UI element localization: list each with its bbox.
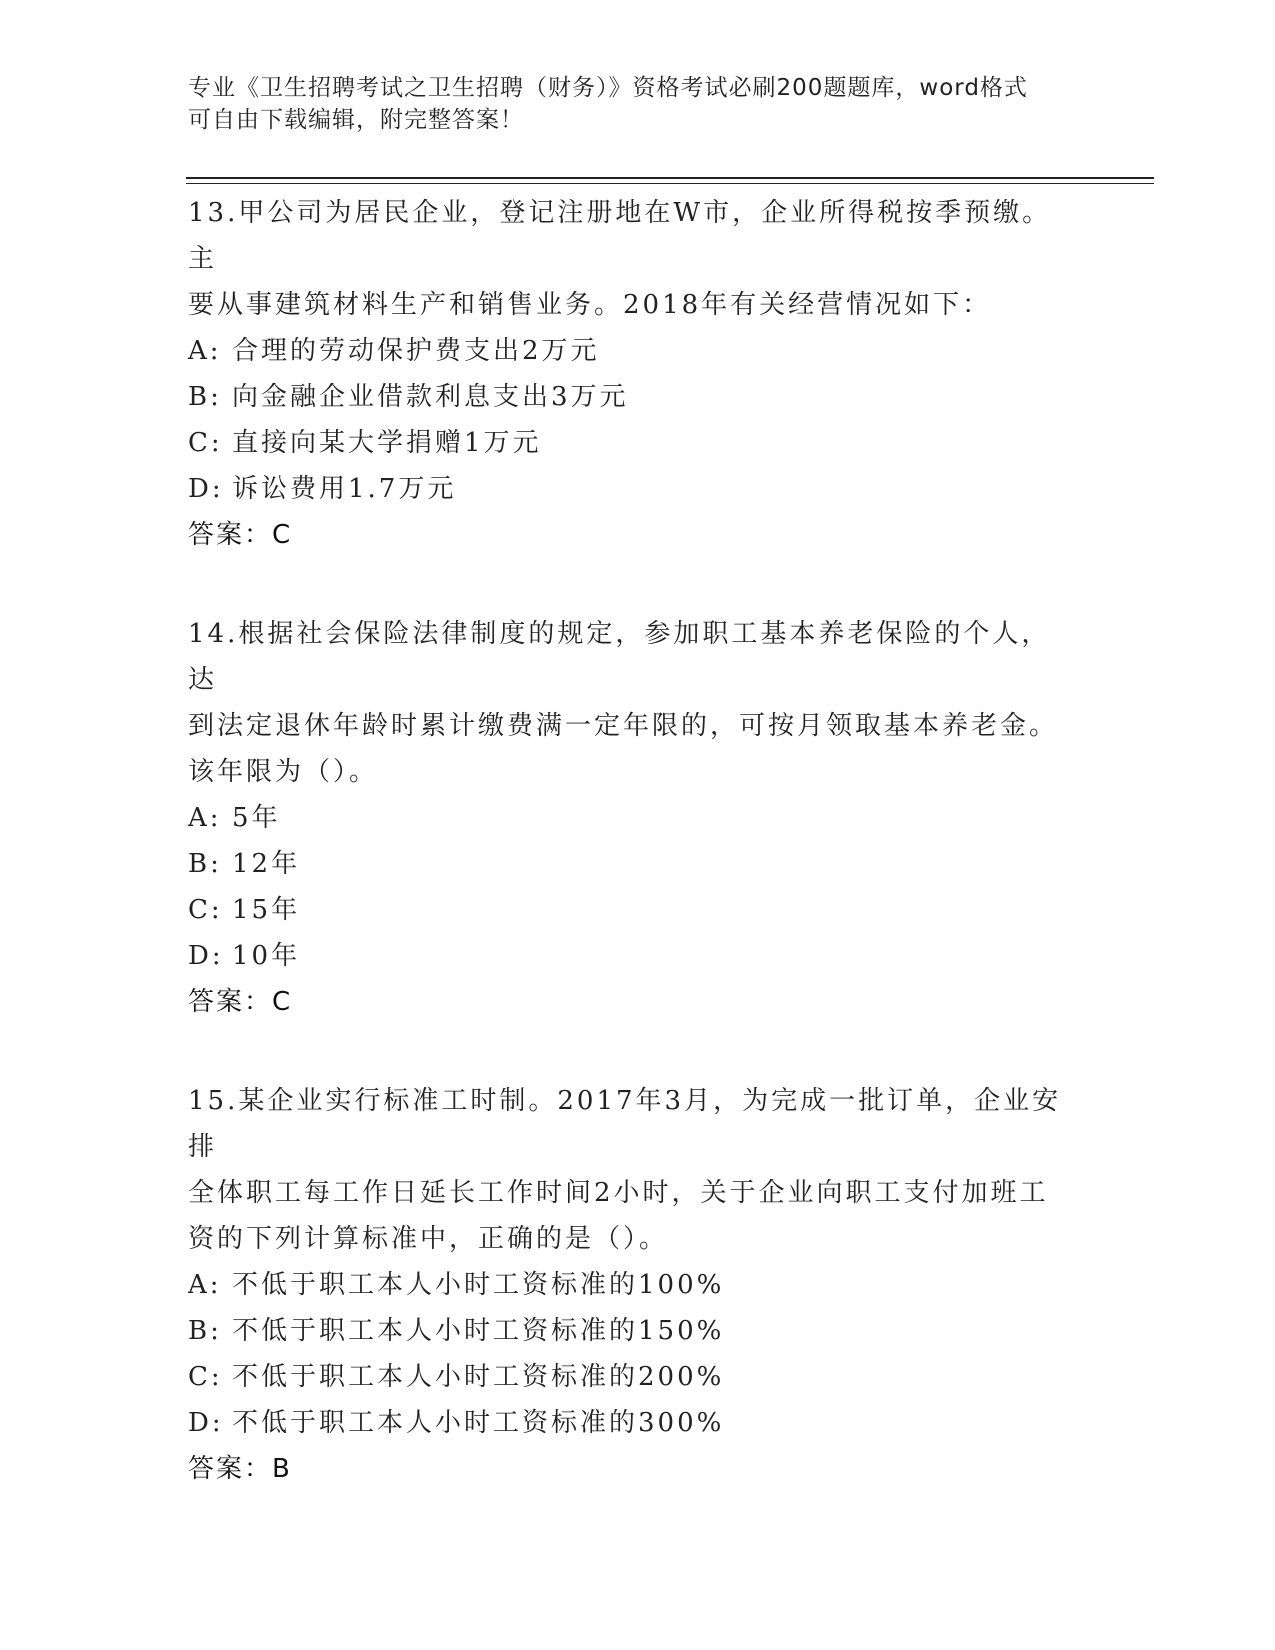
header-line-1: 专业《卫生招聘考试之卫生招聘（财务）》资格考试必刷200题题库，word格式 <box>188 75 1028 101</box>
option-d <box>188 933 1088 979</box>
option-a <box>188 1262 1088 1308</box>
option-text: 直接向某大学捐赠1万元 <box>232 428 542 458</box>
question-list <box>188 190 1088 1545</box>
option-text: 向金融企业借款利息支出3万元 <box>232 382 629 412</box>
document-header <box>188 72 1088 136</box>
option-text: 15年 <box>232 895 301 925</box>
question-14 <box>188 611 1088 1025</box>
question-stem <box>188 1078 1078 1262</box>
option-letter: D: <box>188 941 224 971</box>
option-b <box>188 374 1088 420</box>
question-number: 14. <box>188 619 239 649</box>
option-letter: B: <box>188 849 222 879</box>
option-text: 不低于职工本人小时工资标准的200% <box>232 1362 725 1392</box>
question-number: 13. <box>188 198 239 228</box>
question-stem-line: 全体职工每工作日延长工作时间2小时，关于企业向职工支付加班工 <box>188 1178 1049 1208</box>
option-d <box>188 1400 1088 1446</box>
question-stem <box>188 611 1078 795</box>
question-13 <box>188 190 1088 558</box>
option-letter: C: <box>188 428 223 458</box>
option-text: 诉讼费用1.7万元 <box>232 474 457 504</box>
option-letter: C: <box>188 1362 223 1392</box>
option-letter: A: <box>188 803 222 833</box>
option-letter: B: <box>188 382 222 412</box>
option-letter: D: <box>188 1408 224 1438</box>
option-d <box>188 466 1088 512</box>
option-letter: A: <box>188 336 222 366</box>
option-a <box>188 795 1088 841</box>
option-text: 不低于职工本人小时工资标准的150% <box>232 1316 725 1346</box>
answer-label: 答案：B <box>188 1454 292 1484</box>
option-c <box>188 420 1088 466</box>
question-stem-line: 该年限为（）。 <box>188 757 379 787</box>
option-text: 不低于职工本人小时工资标准的100% <box>232 1270 725 1300</box>
header-divider-thin <box>186 183 1154 184</box>
option-text: 合理的劳动保护费支出2万元 <box>232 336 600 366</box>
question-15 <box>188 1078 1088 1492</box>
question-stem-line: 要从事建筑材料生产和销售业务。2018年有关经营情况如下： <box>188 290 992 320</box>
option-letter: A: <box>188 1270 222 1300</box>
question-stem-line: 13.甲公司为居民企业，登记注册地在W市，企业所得税按季预缴。主 <box>188 198 1052 274</box>
option-text: 10年 <box>232 941 301 971</box>
option-a <box>188 328 1088 374</box>
question-stem-line: 14.根据社会保险法律制度的规定，参加职工基本养老保险的个人，达 <box>188 619 1051 695</box>
option-c <box>188 887 1088 933</box>
option-letter: B: <box>188 1316 222 1346</box>
option-letter: D: <box>188 474 224 504</box>
question-number: 15. <box>188 1086 239 1116</box>
question-stem-line: 15.某企业实行标准工时制。2017年3月，为完成一批订单，企业安排 <box>188 1086 1062 1162</box>
option-b <box>188 1308 1088 1354</box>
option-letter: C: <box>188 895 223 925</box>
option-b <box>188 841 1088 887</box>
answer-label: 答案：C <box>188 520 293 550</box>
question-stem-line: 资的下列计算标准中，正确的是（）。 <box>188 1224 669 1254</box>
option-text: 12年 <box>232 849 301 879</box>
option-text: 不低于职工本人小时工资标准的300% <box>232 1408 725 1438</box>
option-text: 5年 <box>232 803 281 833</box>
header-line-2: 可自由下载编辑，附完整答案！ <box>188 107 524 133</box>
option-c <box>188 1354 1088 1400</box>
question-stem-line: 到法定退休年龄时累计缴费满一定年限的，可按月领取基本养老金。 <box>188 711 1059 741</box>
answer-label: 答案：C <box>188 987 293 1017</box>
question-stem <box>188 190 1078 328</box>
header-divider-thick <box>186 177 1154 179</box>
